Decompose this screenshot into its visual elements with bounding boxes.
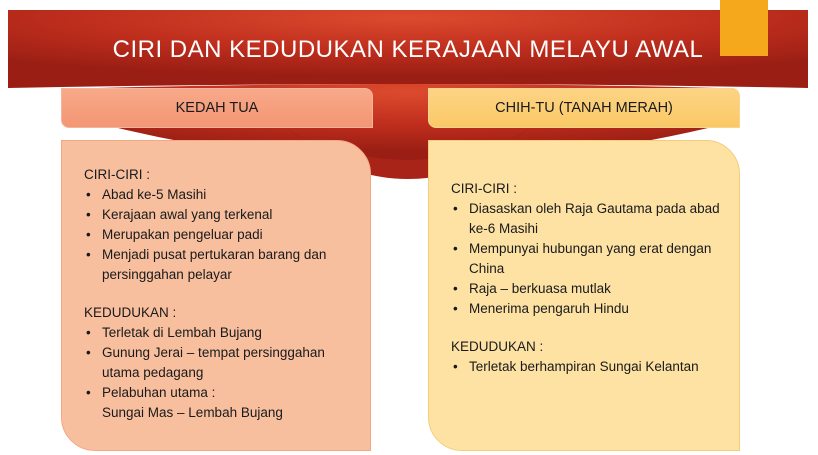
ciri-heading: CIRI-CIRI :	[84, 167, 150, 182]
list-item: • Terletak di Lembah Bujang	[84, 323, 354, 343]
list-item: • Abad ke-5 Masihi	[84, 185, 354, 205]
list-item: • Diasaskan oleh Raja Gautama pada abad ke-6 Masihi	[451, 199, 723, 239]
list-item: • Mempunyai hubungan yang erat dengan China	[451, 239, 723, 279]
list-item: • Menjadi pusat pertukaran barang dan persinggahan pelayar	[84, 245, 354, 285]
kedudukan-heading: KEDUDUKAN :	[84, 305, 177, 320]
list-item: • Gunung Jerai – tempat persinggahan utama pedagang	[84, 343, 354, 383]
card-chih-tu	[428, 140, 740, 451]
tab-kedah-tua: KEDAH TUA	[61, 88, 373, 128]
kedudukan-list	[84, 323, 354, 403]
list-item: • Menerima pengaruh Hindu	[451, 299, 723, 319]
card-kedah-tua	[61, 140, 371, 451]
list-item: • Pelabuhan utama :	[84, 383, 354, 403]
list-item: • Terletak berhampiran Sungai Kelantan	[451, 357, 723, 377]
list-item: • Merupakan pengeluar padi	[84, 225, 354, 245]
ciri-heading: CIRI-CIRI :	[451, 181, 517, 196]
kedudukan-list	[451, 357, 723, 377]
tab-chih-tu: CHIH-TU (TANAH MERAH)	[428, 88, 740, 128]
kedudukan-heading: KEDUDUKAN :	[451, 339, 544, 354]
kedudukan-continuation: Sungai Mas – Lembah Bujang	[102, 405, 283, 420]
ciri-list	[84, 185, 354, 285]
list-item: • Kerajaan awal yang terkenal	[84, 205, 354, 225]
slide-title: CIRI DAN KEDUDUKAN KERAJAAN MELAYU AWAL	[112, 36, 704, 63]
list-item: • Raja – berkuasa mutlak	[451, 279, 723, 299]
ciri-list	[451, 199, 723, 319]
